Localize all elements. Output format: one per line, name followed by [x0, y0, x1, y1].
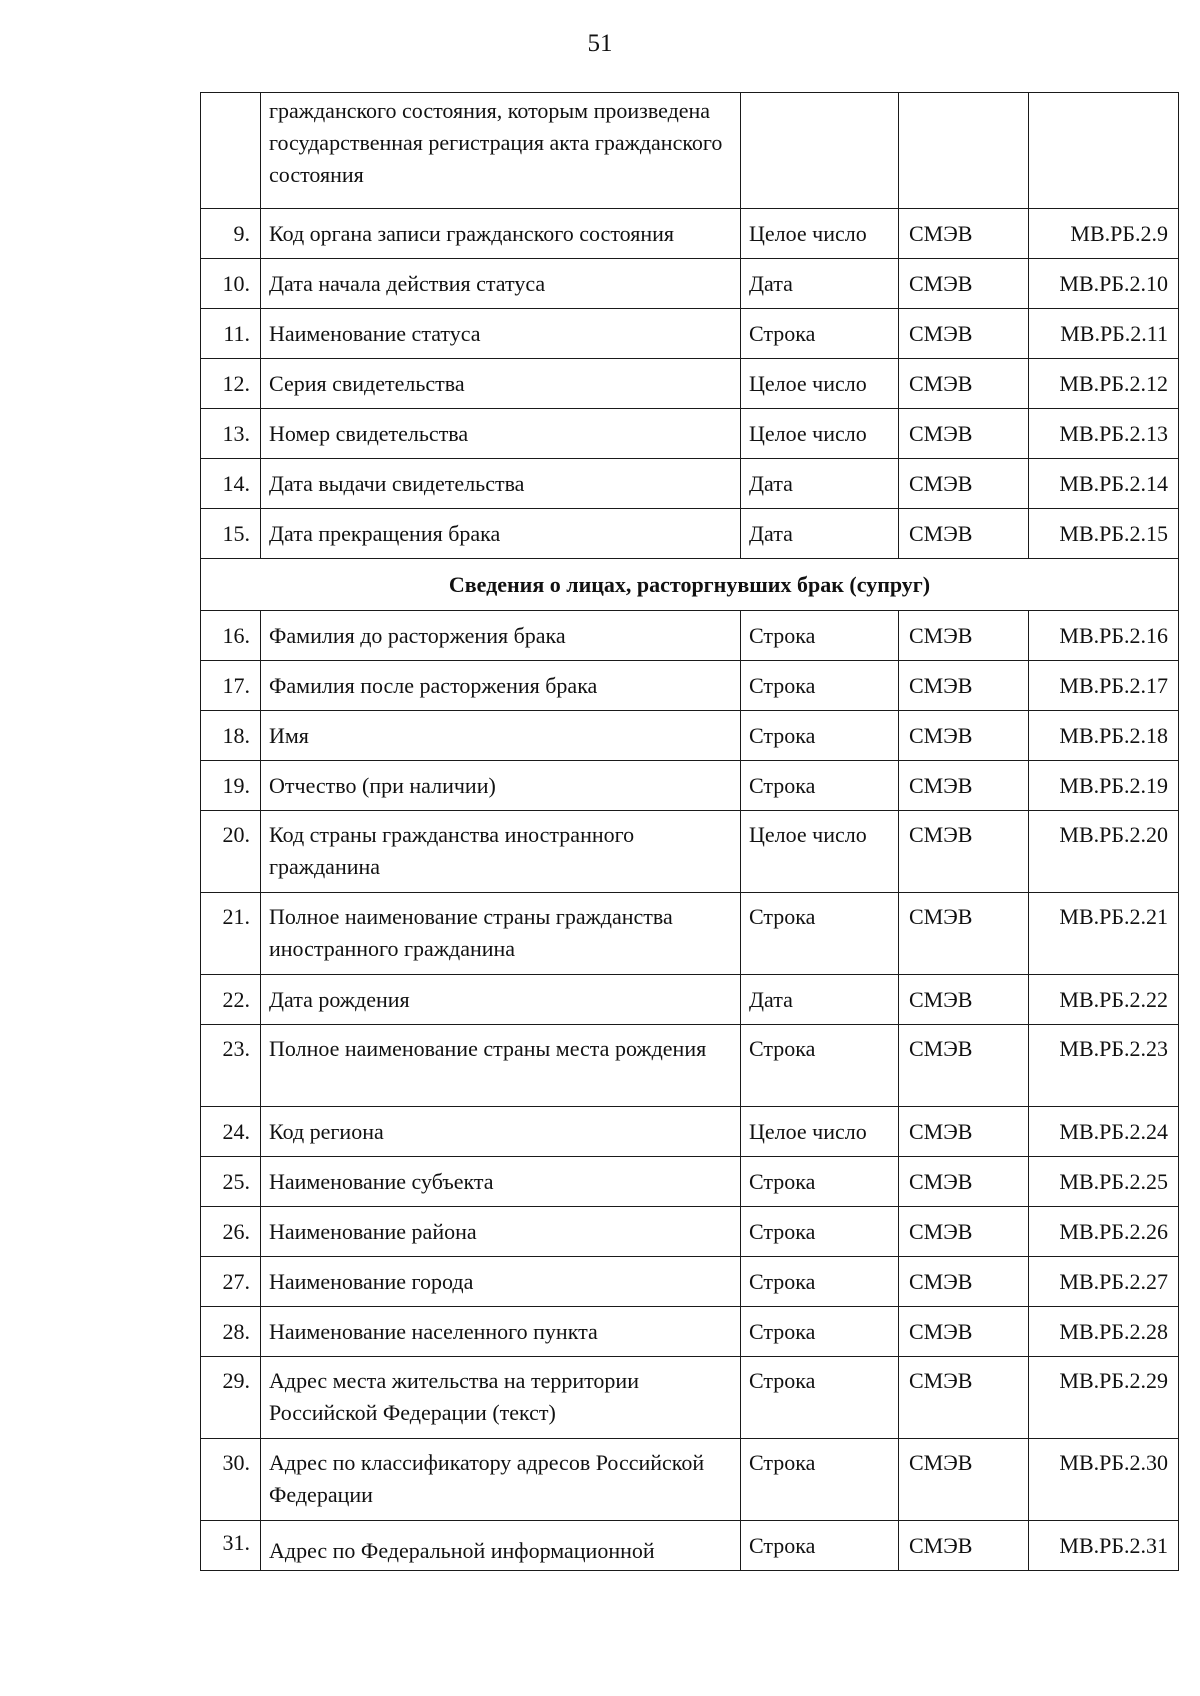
field-type: Строка [741, 611, 899, 661]
field-source: СМЭВ [899, 309, 1029, 359]
row-number: 13. [201, 409, 261, 459]
field-type: Строка [741, 1025, 899, 1107]
field-source: СМЭВ [899, 1439, 1029, 1521]
row-number: 26. [201, 1207, 261, 1257]
field-name: Отчество (при наличии) [261, 761, 741, 811]
field-type: Строка [741, 309, 899, 359]
field-type: Целое число [741, 811, 899, 893]
table-row [201, 1157, 1179, 1207]
field-source [899, 93, 1029, 209]
field-source: СМЭВ [899, 1521, 1029, 1571]
row-number: 31. [201, 1521, 261, 1571]
field-name: гражданского состояния, которым произведена государственная регистрация акта гражданского состояния [261, 93, 741, 209]
table-row [201, 1207, 1179, 1257]
row-number: 12. [201, 359, 261, 409]
field-name: Полное наименование страны гражданства иностранного гражданина [261, 893, 741, 975]
table-row [201, 975, 1179, 1025]
field-type: Строка [741, 1257, 899, 1307]
table-body [201, 93, 1179, 1571]
field-name: Наименование района [261, 1207, 741, 1257]
field-code: МВ.РБ.2.22 [1029, 975, 1179, 1025]
field-source: СМЭВ [899, 1257, 1029, 1307]
field-code: МВ.РБ.2.10 [1029, 259, 1179, 309]
field-type: Строка [741, 1521, 899, 1571]
field-code: МВ.РБ.2.13 [1029, 409, 1179, 459]
table-row [201, 811, 1179, 893]
table-row [201, 761, 1179, 811]
row-number: 22. [201, 975, 261, 1025]
field-name: Наименование субъекта [261, 1157, 741, 1207]
table-row [201, 1357, 1179, 1439]
field-source: СМЭВ [899, 1307, 1029, 1357]
field-type: Целое число [741, 209, 899, 259]
row-number: 19. [201, 761, 261, 811]
field-code: МВ.РБ.2.20 [1029, 811, 1179, 893]
field-name: Адрес места жительства на территории Российской Федерации (текст) [261, 1357, 741, 1439]
field-type: Строка [741, 761, 899, 811]
table-row [201, 209, 1179, 259]
field-code: МВ.РБ.2.30 [1029, 1439, 1179, 1521]
field-code: МВ.РБ.2.16 [1029, 611, 1179, 661]
table-row [201, 1521, 1179, 1571]
row-number: 25. [201, 1157, 261, 1207]
field-source: СМЭВ [899, 1107, 1029, 1157]
page-number: 51 [587, 30, 613, 57]
field-code: МВ.РБ.2.18 [1029, 711, 1179, 761]
field-source: СМЭВ [899, 359, 1029, 409]
field-type: Дата [741, 459, 899, 509]
field-name: Наименование города [261, 1257, 741, 1307]
table-row-continuation [201, 93, 1179, 209]
field-code: МВ.РБ.2.12 [1029, 359, 1179, 409]
field-name: Код страны гражданства иностранного гражданина [261, 811, 741, 893]
section-header-row [201, 559, 1179, 611]
field-code: МВ.РБ.2.29 [1029, 1357, 1179, 1439]
field-name: Фамилия до расторжения брака [261, 611, 741, 661]
field-code: МВ.РБ.2.21 [1029, 893, 1179, 975]
field-name: Код региона [261, 1107, 741, 1157]
field-source: СМЭВ [899, 509, 1029, 559]
field-type: Строка [741, 1307, 899, 1357]
table-row [201, 661, 1179, 711]
field-type: Строка [741, 1207, 899, 1257]
table-row [201, 1107, 1179, 1157]
field-name: Дата рождения [261, 975, 741, 1025]
field-type: Строка [741, 1439, 899, 1521]
field-source: СМЭВ [899, 661, 1029, 711]
field-source: СМЭВ [899, 811, 1029, 893]
field-type: Целое число [741, 359, 899, 409]
row-number: 15. [201, 509, 261, 559]
field-source: СМЭВ [899, 259, 1029, 309]
field-name: Наименование населенного пункта [261, 1307, 741, 1357]
field-type: Строка [741, 711, 899, 761]
field-source: СМЭВ [899, 1207, 1029, 1257]
field-name: Дата выдачи свидетельства [261, 459, 741, 509]
field-source: СМЭВ [899, 209, 1029, 259]
row-number: 27. [201, 1257, 261, 1307]
field-source: СМЭВ [899, 1025, 1029, 1107]
table-row [201, 893, 1179, 975]
table-row [201, 359, 1179, 409]
table-row [201, 309, 1179, 359]
row-number: 17. [201, 661, 261, 711]
row-number: 29. [201, 1357, 261, 1439]
field-type [741, 93, 899, 209]
row-number: 24. [201, 1107, 261, 1157]
field-code: МВ.РБ.2.28 [1029, 1307, 1179, 1357]
field-code: МВ.РБ.2.23 [1029, 1025, 1179, 1107]
field-name: Адрес по классификатору адресов Российской Федерации [261, 1439, 741, 1521]
table-row [201, 459, 1179, 509]
field-name: Номер свидетельства [261, 409, 741, 459]
field-code: МВ.РБ.2.9 [1029, 209, 1179, 259]
field-name: Наименование статуса [261, 309, 741, 359]
field-code: МВ.РБ.2.17 [1029, 661, 1179, 711]
table-row [201, 611, 1179, 661]
field-source: СМЭВ [899, 711, 1029, 761]
table-row [201, 1025, 1179, 1107]
row-number: 30. [201, 1439, 261, 1521]
row-number: 18. [201, 711, 261, 761]
field-code: МВ.РБ.2.25 [1029, 1157, 1179, 1207]
row-number: 23. [201, 1025, 261, 1107]
field-code: МВ.РБ.2.27 [1029, 1257, 1179, 1307]
field-code: МВ.РБ.2.31 [1029, 1521, 1179, 1571]
field-source: СМЭВ [899, 893, 1029, 975]
field-name: Дата начала действия статуса [261, 259, 741, 309]
field-type: Строка [741, 1357, 899, 1439]
row-number [201, 93, 261, 209]
field-source: СМЭВ [899, 459, 1029, 509]
field-name: Полное наименование страны места рождения [261, 1025, 741, 1107]
field-source: СМЭВ [899, 761, 1029, 811]
field-name: Серия свидетельства [261, 359, 741, 409]
table-row [201, 1257, 1179, 1307]
row-number: 16. [201, 611, 261, 661]
field-type: Строка [741, 893, 899, 975]
field-type: Дата [741, 975, 899, 1025]
row-number: 14. [201, 459, 261, 509]
field-name: Адрес по Федеральной информационной [261, 1521, 741, 1571]
field-type: Строка [741, 1157, 899, 1207]
field-code: МВ.РБ.2.24 [1029, 1107, 1179, 1157]
row-number: 28. [201, 1307, 261, 1357]
field-code: МВ.РБ.2.26 [1029, 1207, 1179, 1257]
section-header: Сведения о лицах, расторгнувших брак (супруг) [201, 559, 1179, 611]
field-code: МВ.РБ.2.11 [1029, 309, 1179, 359]
field-name: Фамилия после расторжения брака [261, 661, 741, 711]
field-type: Строка [741, 661, 899, 711]
field-source: СМЭВ [899, 409, 1029, 459]
field-name: Код органа записи гражданского состояния [261, 209, 741, 259]
field-source: СМЭВ [899, 611, 1029, 661]
table-row [201, 1307, 1179, 1357]
field-code: МВ.РБ.2.14 [1029, 459, 1179, 509]
row-number: 11. [201, 309, 261, 359]
row-number: 10. [201, 259, 261, 309]
table-row [201, 1439, 1179, 1521]
field-code: МВ.РБ.2.19 [1029, 761, 1179, 811]
field-type: Целое число [741, 409, 899, 459]
table-row [201, 409, 1179, 459]
row-number: 20. [201, 811, 261, 893]
field-type: Целое число [741, 1107, 899, 1157]
table-row [201, 711, 1179, 761]
table-row [201, 509, 1179, 559]
table-row [201, 259, 1179, 309]
field-source: СМЭВ [899, 1357, 1029, 1439]
field-source: СМЭВ [899, 975, 1029, 1025]
field-type: Дата [741, 509, 899, 559]
row-number: 9. [201, 209, 261, 259]
field-code [1029, 93, 1179, 209]
field-code: МВ.РБ.2.15 [1029, 509, 1179, 559]
field-name: Дата прекращения брака [261, 509, 741, 559]
data-fields-table [200, 92, 1179, 1571]
field-type: Дата [741, 259, 899, 309]
row-number: 21. [201, 893, 261, 975]
field-name: Имя [261, 711, 741, 761]
field-source: СМЭВ [899, 1157, 1029, 1207]
